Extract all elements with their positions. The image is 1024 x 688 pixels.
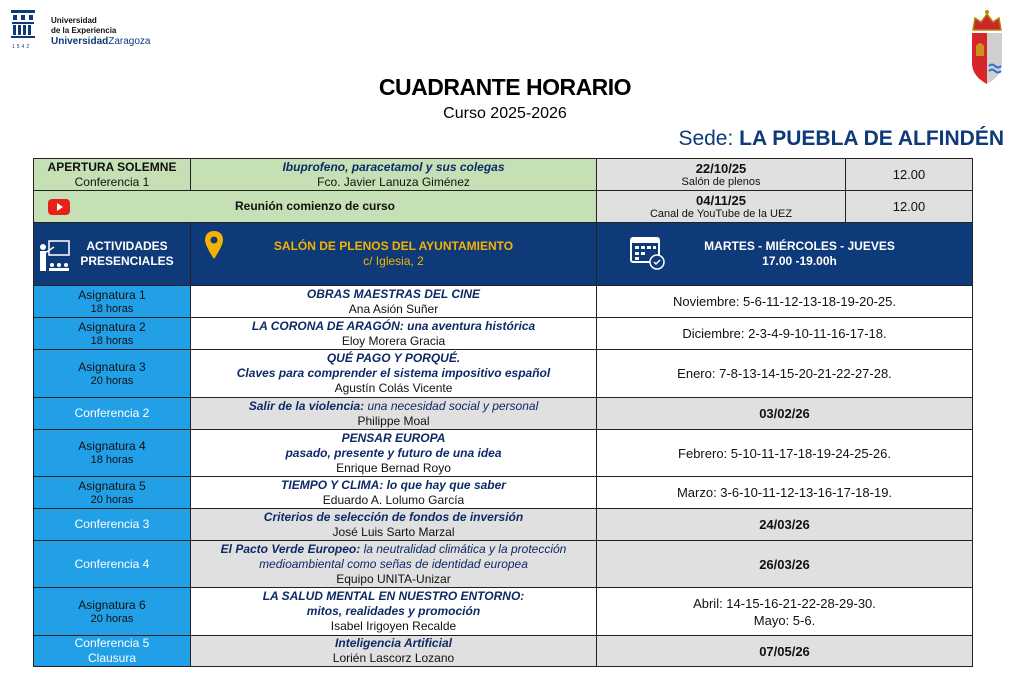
row-sub: 20 horas: [90, 612, 134, 625]
meeting-time: 12.00: [845, 190, 973, 223]
title-bold: El Pacto Verde Europeo:: [220, 541, 361, 556]
logo-brand-light: Zaragoza: [108, 36, 151, 47]
row-dates: [596, 317, 973, 350]
row-dates: [596, 635, 973, 667]
row-label: [33, 508, 191, 541]
opening-place: Salón de plenos: [681, 175, 761, 188]
title-line: [249, 399, 539, 414]
row-lecture: [190, 476, 597, 509]
row-name: Asignatura 2: [78, 319, 146, 334]
dates-line: 24/03/26: [759, 517, 810, 532]
title-line: [281, 478, 506, 493]
activities-line-2: PRESENCIALES: [80, 254, 174, 268]
location-pin-icon: [205, 231, 223, 259]
row-label: [33, 540, 191, 588]
schedule-banner: [596, 222, 973, 286]
row-name: Conferencia 5: [74, 636, 150, 650]
title-bold: pasado, presente y futuro de una idea: [285, 445, 502, 460]
speaker: Ana Asión Suñer: [348, 301, 439, 316]
row-dates: [596, 285, 973, 318]
row-label: [33, 317, 191, 350]
dates-line: Marzo: 3-6-10-11-12-13-16-17-18-19.: [676, 485, 893, 500]
opening-type-label: Conferencia 1: [74, 174, 150, 189]
sede: [678, 127, 1004, 151]
activities-banner: [33, 222, 191, 286]
logo-line-1: Universidad: [51, 16, 97, 25]
venue-banner: [190, 222, 597, 286]
university-logo: [8, 8, 158, 52]
row-sub: 18 horas: [90, 334, 134, 347]
title-line: [263, 589, 525, 604]
course-year: Curso 2025-2026: [443, 105, 567, 122]
speaker: Isabel Irigoyen Recalde: [330, 619, 457, 633]
dates-line: Noviembre: 5-6-11-12-13-18-19-20-25.: [672, 294, 897, 309]
dates-line: Febrero: 5-10-11-17-18-19-24-25-26.: [678, 445, 891, 461]
dates-line: Diciembre: 2-3-4-9-10-11-16-17-18.: [682, 326, 887, 341]
row-dates: [596, 397, 973, 430]
row-label: [33, 285, 191, 318]
speaker: Eloy Morera Gracia: [341, 333, 446, 348]
title-bold: OBRAS MAESTRAS DEL CINE: [306, 286, 481, 301]
speaker: Lorién Lascorz Lozano: [332, 651, 455, 665]
row-dates: [596, 349, 973, 398]
dates-line: Enero: 7-8-13-14-15-20-21-22-27-28.: [677, 366, 892, 381]
row-name: Conferencia 4: [74, 556, 150, 571]
row-sub: Clausura: [87, 651, 137, 665]
speaker: Enrique Bernad Royo: [336, 460, 451, 475]
title-bold: mitos, realidades y promoción: [306, 604, 481, 618]
title-bold: Criterios de selección de fondos de inversión: [263, 509, 524, 524]
title-line: [259, 557, 528, 572]
title-line: [342, 431, 446, 446]
title-bold: QUÉ PAGO Y PORQUÉ.: [326, 351, 461, 365]
dates-line: Mayo: 5-6.: [753, 612, 816, 628]
meeting-place: Canal de YouTube de la UEZ: [649, 207, 793, 220]
row-name: Asignatura 4: [78, 439, 146, 453]
row-lecture: [190, 429, 597, 477]
row-name: Asignatura 3: [78, 359, 146, 374]
title-bold: LA SALUD MENTAL EN NUESTRO ENTORNO:: [262, 589, 525, 603]
row-lecture: [190, 508, 597, 541]
dates-line: 03/02/26: [759, 406, 810, 421]
calendar-clock-icon: [629, 233, 667, 271]
speaker: Philippe Moal: [357, 413, 430, 428]
row-sub: 18 horas: [90, 302, 134, 315]
row-name: Asignatura 6: [78, 597, 146, 612]
row-name: Asignatura 1: [78, 287, 146, 302]
sede-value: LA PUEBLA DE ALFINDÉN: [739, 127, 1004, 150]
meeting-row: [33, 190, 597, 223]
row-dates: [596, 476, 973, 509]
venue-address: c/ Iglesia, 2: [363, 254, 424, 268]
title-bold: Salir de la violencia:: [248, 398, 365, 413]
youtube-icon[interactable]: [48, 199, 70, 215]
row-label: [33, 429, 191, 477]
dates-line: Abril: 14-15-16-21-22-28-29-30.: [693, 595, 876, 611]
row-lecture: [190, 397, 597, 430]
title-regular: la neutralidad climática y la protección: [360, 541, 567, 556]
row-name: Conferencia 2: [74, 406, 150, 420]
opening-type-bold: APERTURA SOLEMNE: [47, 159, 177, 174]
row-name: Conferencia 3: [74, 517, 150, 531]
row-lecture: [190, 285, 597, 318]
title-regular: una necesidad social y personal: [364, 398, 539, 413]
page-title: CUADRANTE HORARIO: [378, 74, 632, 100]
title-line: [307, 287, 480, 302]
title-line: [327, 351, 460, 366]
title-line: [264, 510, 523, 525]
row-lecture: [190, 317, 597, 350]
title-bold: TIEMPO Y CLIMA: lo que hay que saber: [281, 477, 506, 492]
title-line: [285, 446, 501, 461]
title-line: [335, 636, 452, 651]
title-line: [307, 604, 480, 619]
meeting-date: [596, 190, 846, 223]
dates-line: 07/05/26: [759, 643, 810, 659]
venue-name: SALÓN DE PLENOS DEL AYUNTAMIENTO: [273, 239, 514, 253]
teacher-presentation-icon: [38, 239, 72, 273]
title-bold: PENSAR EUROPA: [341, 430, 446, 445]
title-regular: medioambiental como señas de identidad europea: [259, 556, 528, 571]
meeting-date-value: 04/11/25: [696, 192, 746, 208]
opening-title: Ibuprofeno, paracetamol y sus colegas: [282, 159, 505, 174]
speaker: Equipo UNITA-Unizar: [336, 571, 451, 586]
row-label: [33, 635, 191, 667]
opening-time: 12.00: [845, 158, 973, 191]
schedule-hours: 17.00 -19.00h: [762, 254, 837, 268]
row-label: [33, 349, 191, 398]
row-sub: 20 horas: [90, 374, 134, 387]
row-label: [33, 476, 191, 509]
row-lecture: [190, 540, 597, 588]
title-line: [237, 366, 550, 381]
row-lecture: [190, 635, 597, 667]
activities-line-1: ACTIVIDADES: [86, 239, 168, 253]
sede-label: Sede:: [678, 127, 734, 150]
opening-date-value: 22/10/25: [695, 160, 747, 176]
speaker: Agustín Colás Vicente: [334, 381, 453, 395]
logo-brand-bold: Universidad: [51, 36, 109, 47]
title-bold: LA CORONA DE ARAGÓN: una aventura histórica: [251, 318, 536, 333]
row-label: [33, 397, 191, 430]
speaker: José Luis Sarto Marzal: [332, 524, 455, 539]
speaker: Eduardo A. Lolumo García: [322, 492, 465, 507]
row-dates: [596, 508, 973, 541]
dates-line: 26/03/26: [759, 556, 810, 572]
row-sub: 20 horas: [90, 493, 134, 506]
row-lecture: [190, 349, 597, 398]
opening-type: [33, 158, 191, 191]
title-bold: Inteligencia Artificial: [335, 636, 452, 650]
opening-date: [596, 158, 846, 191]
title-bold: Claves para comprender el sistema impositivo español: [236, 366, 551, 380]
row-label: [33, 587, 191, 636]
row-dates: [596, 587, 973, 636]
row-sub: 18 horas: [90, 454, 134, 466]
logo-line-2: de la Experiencia: [51, 26, 117, 35]
title-line: [252, 319, 535, 334]
university-crest-icon: [10, 10, 36, 42]
row-dates: [596, 429, 973, 477]
title-line: [221, 542, 567, 557]
schedule-days: MARTES - MIÉRCOLES - JUEVES: [704, 239, 895, 253]
logo-year: 1542: [12, 44, 32, 50]
row-name: Asignatura 5: [78, 478, 146, 493]
opening-speaker: Fco. Javier Lanuza Giménez: [317, 174, 470, 189]
opening-lecture: [190, 158, 597, 191]
row-dates: [596, 540, 973, 588]
row-lecture: [190, 587, 597, 636]
meeting-title: Reunión comienzo de curso: [234, 199, 396, 213]
